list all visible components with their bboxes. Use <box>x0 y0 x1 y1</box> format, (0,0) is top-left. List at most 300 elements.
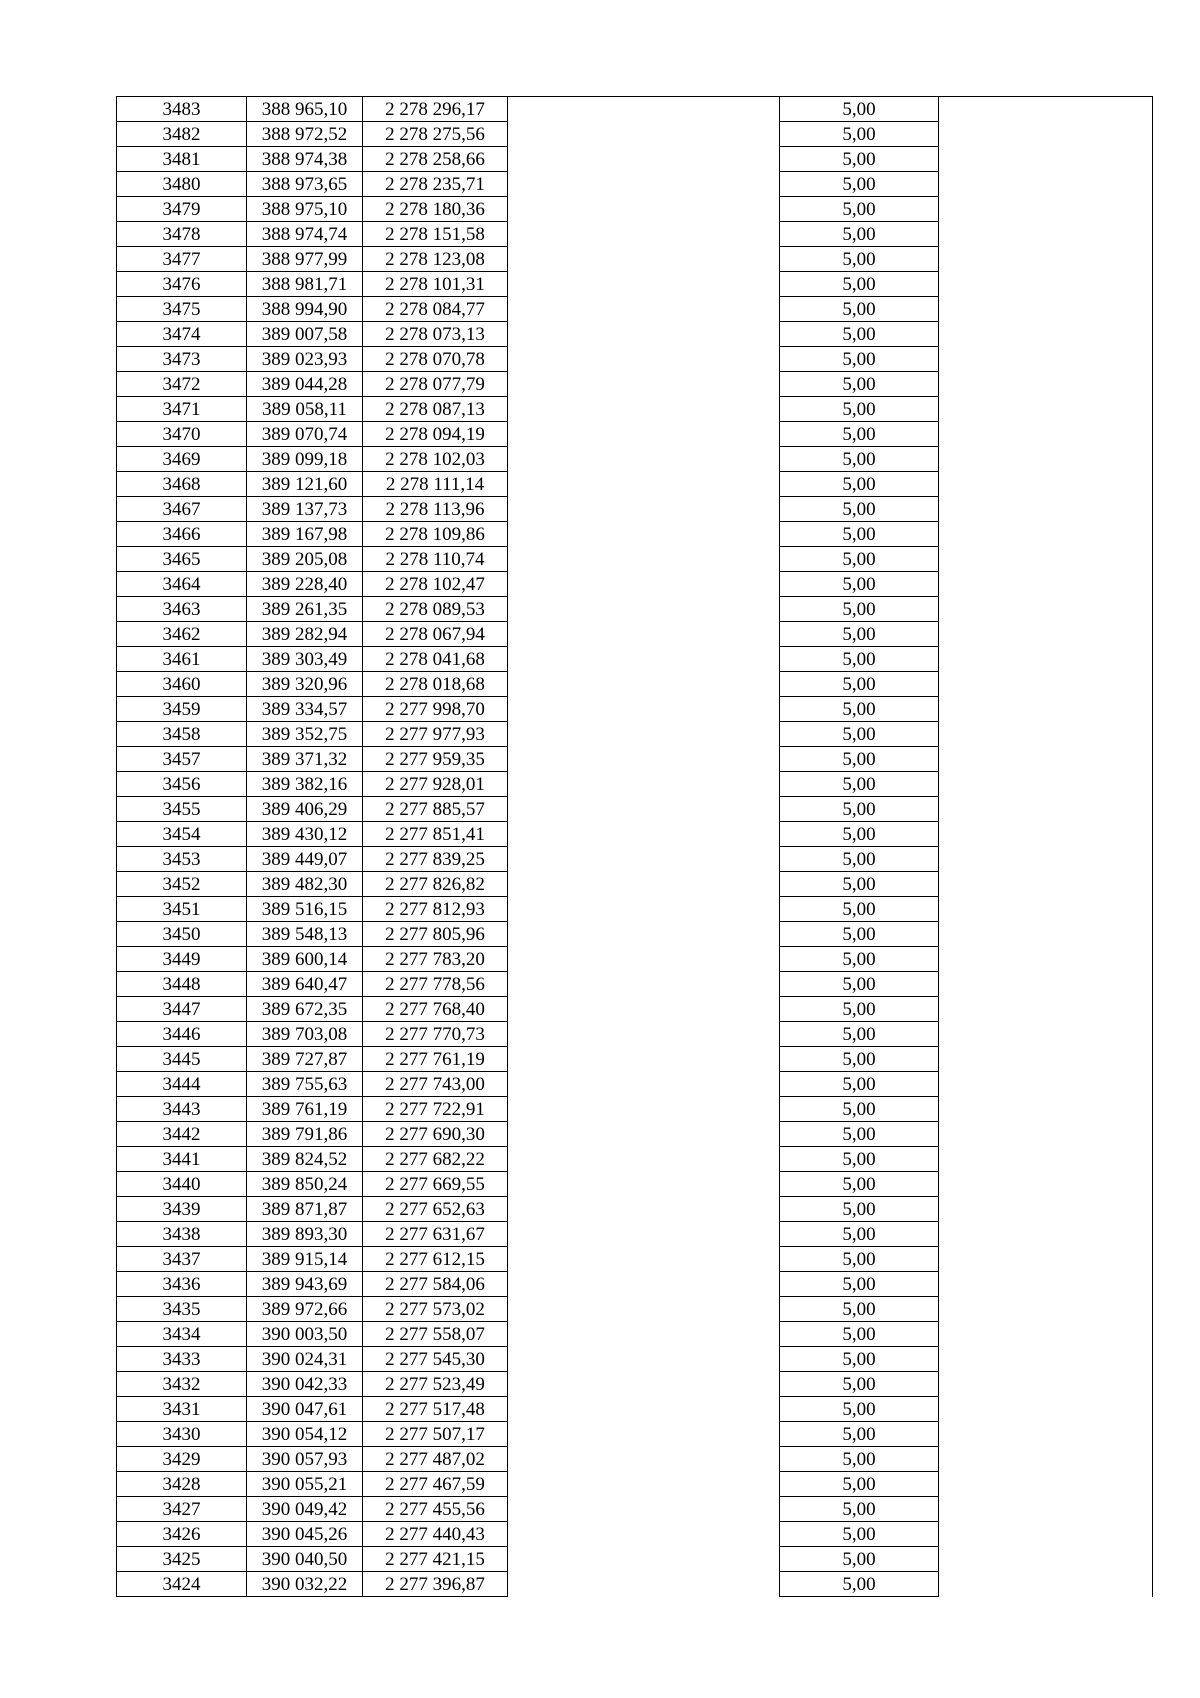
table-row <box>117 1447 1153 1472</box>
empty-cell <box>939 447 1153 472</box>
empty-cell <box>939 272 1153 297</box>
table-row <box>117 172 1153 197</box>
table-row <box>117 697 1153 722</box>
empty-cell <box>508 272 780 297</box>
empty-cell <box>508 147 780 172</box>
empty-cell <box>939 472 1153 497</box>
value-cell: 5,00 <box>780 647 939 672</box>
x-coordinate-cell: 389 761,19 <box>247 1097 363 1122</box>
empty-cell <box>508 1172 780 1197</box>
table-row <box>117 97 1153 122</box>
empty-cell <box>939 1497 1153 1522</box>
value-cell: 5,00 <box>780 222 939 247</box>
x-coordinate-cell: 389 893,30 <box>247 1222 363 1247</box>
empty-cell <box>939 997 1153 1022</box>
empty-cell <box>508 697 780 722</box>
x-coordinate-cell: 389 850,24 <box>247 1172 363 1197</box>
empty-cell <box>508 972 780 997</box>
empty-cell <box>939 222 1153 247</box>
x-coordinate-cell: 389 099,18 <box>247 447 363 472</box>
empty-cell <box>939 1072 1153 1097</box>
table-row <box>117 522 1153 547</box>
point-number-cell: 3476 <box>117 272 247 297</box>
x-coordinate-cell: 390 054,12 <box>247 1422 363 1447</box>
empty-cell <box>508 847 780 872</box>
value-cell: 5,00 <box>780 1372 939 1397</box>
x-coordinate-cell: 388 974,74 <box>247 222 363 247</box>
point-number-cell: 3464 <box>117 572 247 597</box>
value-cell: 5,00 <box>780 1497 939 1522</box>
empty-cell <box>939 172 1153 197</box>
empty-cell <box>939 1472 1153 1497</box>
x-coordinate-cell: 389 516,15 <box>247 897 363 922</box>
y-coordinate-cell: 2 278 123,08 <box>363 247 508 272</box>
point-number-cell: 3430 <box>117 1422 247 1447</box>
y-coordinate-cell: 2 278 073,13 <box>363 322 508 347</box>
y-coordinate-cell: 2 278 067,94 <box>363 622 508 647</box>
empty-cell <box>508 197 780 222</box>
y-coordinate-cell: 2 278 109,86 <box>363 522 508 547</box>
table-row <box>117 122 1153 147</box>
table-row <box>117 1497 1153 1522</box>
empty-cell <box>508 747 780 772</box>
table-row <box>117 1122 1153 1147</box>
empty-cell <box>939 1572 1153 1597</box>
y-coordinate-cell: 2 277 998,70 <box>363 697 508 722</box>
table-row <box>117 597 1153 622</box>
y-coordinate-cell: 2 277 812,93 <box>363 897 508 922</box>
x-coordinate-cell: 389 282,94 <box>247 622 363 647</box>
y-coordinate-cell: 2 278 041,68 <box>363 647 508 672</box>
empty-cell <box>508 797 780 822</box>
empty-cell <box>508 1097 780 1122</box>
empty-cell <box>939 122 1153 147</box>
empty-cell <box>508 322 780 347</box>
point-number-cell: 3443 <box>117 1097 247 1122</box>
empty-cell <box>508 897 780 922</box>
table-row <box>117 1322 1153 1347</box>
x-coordinate-cell: 389 915,14 <box>247 1247 363 1272</box>
x-coordinate-cell: 389 703,08 <box>247 1022 363 1047</box>
table-row <box>117 1297 1153 1322</box>
y-coordinate-cell: 2 278 018,68 <box>363 672 508 697</box>
value-cell: 5,00 <box>780 772 939 797</box>
empty-cell <box>939 372 1153 397</box>
value-cell: 5,00 <box>780 447 939 472</box>
y-coordinate-cell: 2 277 977,93 <box>363 722 508 747</box>
y-coordinate-cell: 2 277 669,55 <box>363 1172 508 1197</box>
value-cell: 5,00 <box>780 297 939 322</box>
table-row <box>117 1372 1153 1397</box>
empty-cell <box>508 1272 780 1297</box>
value-cell: 5,00 <box>780 1422 939 1447</box>
x-coordinate-cell: 388 965,10 <box>247 97 363 122</box>
table-row <box>117 372 1153 397</box>
empty-cell <box>508 1022 780 1047</box>
value-cell: 5,00 <box>780 1022 939 1047</box>
x-coordinate-cell: 389 430,12 <box>247 822 363 847</box>
point-number-cell: 3483 <box>117 97 247 122</box>
x-coordinate-cell: 389 871,87 <box>247 1197 363 1222</box>
y-coordinate-cell: 2 278 235,71 <box>363 172 508 197</box>
empty-cell <box>939 97 1153 122</box>
point-number-cell: 3466 <box>117 522 247 547</box>
point-number-cell: 3441 <box>117 1147 247 1172</box>
value-cell: 5,00 <box>780 922 939 947</box>
table-row <box>117 1222 1153 1247</box>
point-number-cell: 3431 <box>117 1397 247 1422</box>
empty-cell <box>508 397 780 422</box>
empty-cell <box>508 1472 780 1497</box>
point-number-cell: 3435 <box>117 1297 247 1322</box>
value-cell: 5,00 <box>780 1297 939 1322</box>
x-coordinate-cell: 389 261,35 <box>247 597 363 622</box>
y-coordinate-cell: 2 277 778,56 <box>363 972 508 997</box>
value-cell: 5,00 <box>780 622 939 647</box>
table-row <box>117 1147 1153 1172</box>
value-cell: 5,00 <box>780 1047 939 1072</box>
table-row <box>117 622 1153 647</box>
x-coordinate-cell: 388 972,52 <box>247 122 363 147</box>
empty-cell <box>508 172 780 197</box>
value-cell: 5,00 <box>780 272 939 297</box>
empty-cell <box>508 997 780 1022</box>
y-coordinate-cell: 2 277 631,67 <box>363 1222 508 1247</box>
x-coordinate-cell: 389 972,66 <box>247 1297 363 1322</box>
empty-cell <box>508 872 780 897</box>
point-number-cell: 3440 <box>117 1172 247 1197</box>
value-cell: 5,00 <box>780 1222 939 1247</box>
table-row <box>117 1472 1153 1497</box>
empty-cell <box>939 1522 1153 1547</box>
point-number-cell: 3479 <box>117 197 247 222</box>
x-coordinate-cell: 390 057,93 <box>247 1447 363 1472</box>
table-row <box>117 1422 1153 1447</box>
x-coordinate-cell: 389 824,52 <box>247 1147 363 1172</box>
empty-cell <box>508 1372 780 1397</box>
value-cell: 5,00 <box>780 1347 939 1372</box>
value-cell: 5,00 <box>780 472 939 497</box>
y-coordinate-cell: 2 277 722,91 <box>363 1097 508 1122</box>
y-coordinate-cell: 2 277 761,19 <box>363 1047 508 1072</box>
x-coordinate-cell: 389 382,16 <box>247 772 363 797</box>
empty-cell <box>939 1447 1153 1472</box>
point-number-cell: 3470 <box>117 422 247 447</box>
table-row <box>117 272 1153 297</box>
value-cell: 5,00 <box>780 322 939 347</box>
point-number-cell: 3451 <box>117 897 247 922</box>
value-cell: 5,00 <box>780 1322 939 1347</box>
point-number-cell: 3438 <box>117 1222 247 1247</box>
point-number-cell: 3436 <box>117 1272 247 1297</box>
point-number-cell: 3432 <box>117 1372 247 1397</box>
empty-cell <box>939 1422 1153 1447</box>
empty-cell <box>508 372 780 397</box>
value-cell: 5,00 <box>780 1272 939 1297</box>
point-number-cell: 3439 <box>117 1197 247 1222</box>
empty-cell <box>939 897 1153 922</box>
empty-cell <box>508 522 780 547</box>
x-coordinate-cell: 390 024,31 <box>247 1347 363 1372</box>
empty-cell <box>508 572 780 597</box>
table-row <box>117 1097 1153 1122</box>
table-row <box>117 1172 1153 1197</box>
table-row <box>117 772 1153 797</box>
y-coordinate-cell: 2 277 770,73 <box>363 1022 508 1047</box>
empty-cell <box>939 247 1153 272</box>
point-number-cell: 3448 <box>117 972 247 997</box>
value-cell: 5,00 <box>780 947 939 972</box>
x-coordinate-cell: 389 023,93 <box>247 347 363 372</box>
table-row <box>117 247 1153 272</box>
y-coordinate-cell: 2 277 826,82 <box>363 872 508 897</box>
value-cell: 5,00 <box>780 672 939 697</box>
point-number-cell: 3474 <box>117 322 247 347</box>
table-row <box>117 1522 1153 1547</box>
value-cell: 5,00 <box>780 372 939 397</box>
x-coordinate-cell: 389 672,35 <box>247 997 363 1022</box>
empty-cell <box>939 1272 1153 1297</box>
x-coordinate-cell: 389 548,13 <box>247 922 363 947</box>
table-row <box>117 1572 1153 1597</box>
table-row <box>117 1072 1153 1097</box>
empty-cell <box>939 697 1153 722</box>
point-number-cell: 3463 <box>117 597 247 622</box>
value-cell: 5,00 <box>780 547 939 572</box>
y-coordinate-cell: 2 277 839,25 <box>363 847 508 872</box>
x-coordinate-cell: 390 003,50 <box>247 1322 363 1347</box>
point-number-cell: 3450 <box>117 922 247 947</box>
point-number-cell: 3455 <box>117 797 247 822</box>
y-coordinate-cell: 2 277 959,35 <box>363 747 508 772</box>
table-row <box>117 722 1153 747</box>
value-cell: 5,00 <box>780 572 939 597</box>
value-cell: 5,00 <box>780 1522 939 1547</box>
x-coordinate-cell: 389 167,98 <box>247 522 363 547</box>
value-cell: 5,00 <box>780 122 939 147</box>
x-coordinate-cell: 388 981,71 <box>247 272 363 297</box>
empty-cell <box>939 1047 1153 1072</box>
table-row <box>117 197 1153 222</box>
empty-cell <box>939 1347 1153 1372</box>
y-coordinate-cell: 2 277 885,57 <box>363 797 508 822</box>
point-number-cell: 3478 <box>117 222 247 247</box>
y-coordinate-cell: 2 277 396,87 <box>363 1572 508 1597</box>
empty-cell <box>508 1297 780 1322</box>
empty-cell <box>939 672 1153 697</box>
y-coordinate-cell: 2 277 768,40 <box>363 997 508 1022</box>
empty-cell <box>939 847 1153 872</box>
empty-cell <box>508 622 780 647</box>
empty-cell <box>939 347 1153 372</box>
point-number-cell: 3424 <box>117 1572 247 1597</box>
table-row <box>117 572 1153 597</box>
table-row <box>117 497 1153 522</box>
empty-cell <box>508 297 780 322</box>
x-coordinate-cell: 389 137,73 <box>247 497 363 522</box>
y-coordinate-cell: 2 278 151,58 <box>363 222 508 247</box>
x-coordinate-cell: 389 228,40 <box>247 572 363 597</box>
point-number-cell: 3465 <box>117 547 247 572</box>
x-coordinate-cell: 389 121,60 <box>247 472 363 497</box>
y-coordinate-cell: 2 277 455,56 <box>363 1497 508 1522</box>
value-cell: 5,00 <box>780 147 939 172</box>
empty-cell <box>508 1197 780 1222</box>
x-coordinate-cell: 388 994,90 <box>247 297 363 322</box>
point-number-cell: 3445 <box>117 1047 247 1072</box>
table-row <box>117 947 1153 972</box>
empty-cell <box>508 597 780 622</box>
empty-cell <box>939 972 1153 997</box>
point-number-cell: 3447 <box>117 997 247 1022</box>
point-number-cell: 3480 <box>117 172 247 197</box>
empty-cell <box>939 1197 1153 1222</box>
value-cell: 5,00 <box>780 697 939 722</box>
y-coordinate-cell: 2 277 612,15 <box>363 1247 508 1272</box>
empty-cell <box>508 447 780 472</box>
y-coordinate-cell: 2 278 180,36 <box>363 197 508 222</box>
point-number-cell: 3473 <box>117 347 247 372</box>
table-row <box>117 472 1153 497</box>
empty-cell <box>939 422 1153 447</box>
y-coordinate-cell: 2 278 113,96 <box>363 497 508 522</box>
empty-cell <box>939 822 1153 847</box>
empty-cell <box>939 597 1153 622</box>
point-number-cell: 3429 <box>117 1447 247 1472</box>
point-number-cell: 3468 <box>117 472 247 497</box>
y-coordinate-cell: 2 277 682,22 <box>363 1147 508 1172</box>
point-number-cell: 3433 <box>117 1347 247 1372</box>
value-cell: 5,00 <box>780 522 939 547</box>
y-coordinate-cell: 2 278 102,03 <box>363 447 508 472</box>
table-row <box>117 972 1153 997</box>
y-coordinate-cell: 2 278 110,74 <box>363 547 508 572</box>
point-number-cell: 3467 <box>117 497 247 522</box>
empty-cell <box>508 122 780 147</box>
empty-cell <box>939 1022 1153 1047</box>
empty-cell <box>939 722 1153 747</box>
empty-cell <box>508 822 780 847</box>
y-coordinate-cell: 2 277 928,01 <box>363 772 508 797</box>
table-row <box>117 1247 1153 1272</box>
empty-cell <box>508 497 780 522</box>
y-coordinate-cell: 2 277 558,07 <box>363 1322 508 1347</box>
empty-cell <box>939 322 1153 347</box>
x-coordinate-cell: 388 975,10 <box>247 197 363 222</box>
y-coordinate-cell: 2 277 584,06 <box>363 1272 508 1297</box>
empty-cell <box>939 772 1153 797</box>
y-coordinate-cell: 2 277 690,30 <box>363 1122 508 1147</box>
x-coordinate-cell: 390 032,22 <box>247 1572 363 1597</box>
x-coordinate-cell: 389 320,96 <box>247 672 363 697</box>
empty-cell <box>939 1247 1153 1272</box>
value-cell: 5,00 <box>780 1447 939 1472</box>
value-cell: 5,00 <box>780 972 939 997</box>
value-cell: 5,00 <box>780 397 939 422</box>
table-row <box>117 1547 1153 1572</box>
value-cell: 5,00 <box>780 172 939 197</box>
empty-cell <box>939 1147 1153 1172</box>
empty-cell <box>508 472 780 497</box>
point-number-cell: 3457 <box>117 747 247 772</box>
point-number-cell: 3481 <box>117 147 247 172</box>
empty-cell <box>508 1522 780 1547</box>
x-coordinate-cell: 389 371,32 <box>247 747 363 772</box>
point-number-cell: 3460 <box>117 672 247 697</box>
y-coordinate-cell: 2 277 652,63 <box>363 1197 508 1222</box>
point-number-cell: 3461 <box>117 647 247 672</box>
empty-cell <box>508 722 780 747</box>
point-number-cell: 3426 <box>117 1522 247 1547</box>
point-number-cell: 3446 <box>117 1022 247 1047</box>
empty-cell <box>939 572 1153 597</box>
x-coordinate-cell: 389 058,11 <box>247 397 363 422</box>
empty-cell <box>508 347 780 372</box>
empty-cell <box>939 522 1153 547</box>
y-coordinate-cell: 2 278 258,66 <box>363 147 508 172</box>
table-row <box>117 847 1153 872</box>
table-row <box>117 797 1153 822</box>
empty-cell <box>508 1447 780 1472</box>
table-row <box>117 147 1153 172</box>
table-row <box>117 997 1153 1022</box>
value-cell: 5,00 <box>780 822 939 847</box>
x-coordinate-cell: 389 205,08 <box>247 547 363 572</box>
empty-cell <box>939 1372 1153 1397</box>
point-number-cell: 3477 <box>117 247 247 272</box>
value-cell: 5,00 <box>780 197 939 222</box>
point-number-cell: 3472 <box>117 372 247 397</box>
table-row <box>117 672 1153 697</box>
point-number-cell: 3428 <box>117 1472 247 1497</box>
y-coordinate-cell: 2 278 296,17 <box>363 97 508 122</box>
x-coordinate-cell: 389 943,69 <box>247 1272 363 1297</box>
x-coordinate-cell: 389 449,07 <box>247 847 363 872</box>
point-number-cell: 3444 <box>117 1072 247 1097</box>
empty-cell <box>939 397 1153 422</box>
y-coordinate-cell: 2 277 421,15 <box>363 1547 508 1572</box>
x-coordinate-cell: 390 040,50 <box>247 1547 363 1572</box>
x-coordinate-cell: 389 600,14 <box>247 947 363 972</box>
value-cell: 5,00 <box>780 497 939 522</box>
x-coordinate-cell: 389 303,49 <box>247 647 363 672</box>
empty-cell <box>939 1097 1153 1122</box>
value-cell: 5,00 <box>780 872 939 897</box>
empty-cell <box>508 1422 780 1447</box>
value-cell: 5,00 <box>780 1472 939 1497</box>
table-row <box>117 872 1153 897</box>
value-cell: 5,00 <box>780 1172 939 1197</box>
table-row <box>117 547 1153 572</box>
value-cell: 5,00 <box>780 597 939 622</box>
empty-cell <box>508 547 780 572</box>
y-coordinate-cell: 2 278 111,14 <box>363 472 508 497</box>
point-number-cell: 3434 <box>117 1322 247 1347</box>
point-number-cell: 3425 <box>117 1547 247 1572</box>
value-cell: 5,00 <box>780 997 939 1022</box>
value-cell: 5,00 <box>780 1147 939 1172</box>
x-coordinate-cell: 389 406,29 <box>247 797 363 822</box>
table-row <box>117 222 1153 247</box>
empty-cell <box>508 1072 780 1097</box>
empty-cell <box>939 1222 1153 1247</box>
empty-cell <box>939 1397 1153 1422</box>
value-cell: 5,00 <box>780 97 939 122</box>
empty-cell <box>939 747 1153 772</box>
value-cell: 5,00 <box>780 1547 939 1572</box>
y-coordinate-cell: 2 278 077,79 <box>363 372 508 397</box>
point-number-cell: 3449 <box>117 947 247 972</box>
